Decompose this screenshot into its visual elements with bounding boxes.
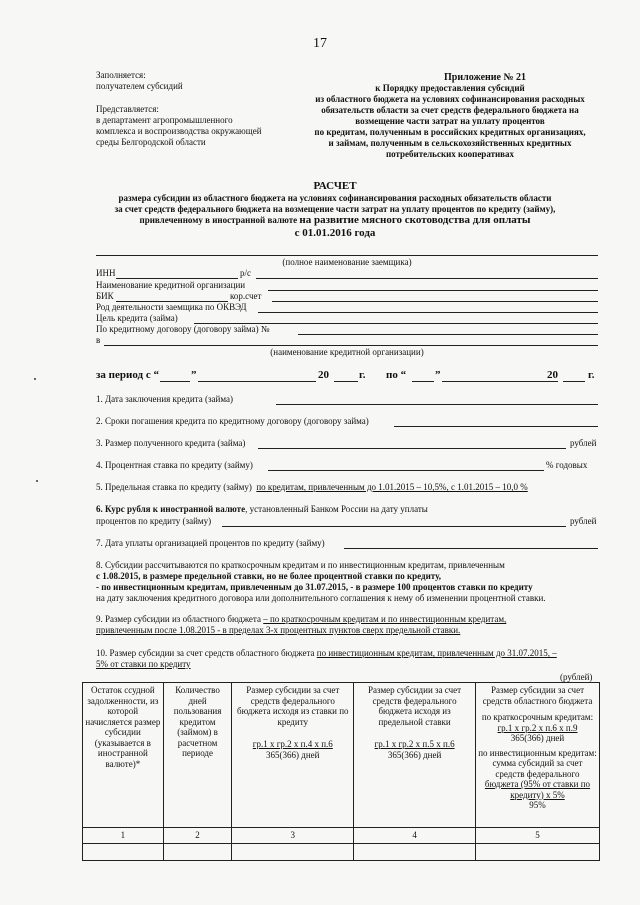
in-label: в [96,335,101,345]
title-line-2: за счет средств федерального бюджета на возмещение части затрат на уплату процентов по кредиту (займу), [114,204,556,214]
item-9-value: – по краткосрочным кредитам и по инвестиционным кредитам, [263,614,507,624]
item-7-field[interactable] [344,548,598,549]
item-4-field[interactable] [268,470,544,471]
currency-label: (рублей) [560,672,593,682]
scan-mark [34,378,36,380]
item-9-label: 9. Размер субсидии из областного бюджета [96,614,261,624]
title-line-1: размера субсидии из областного бюджета на условиях софинансирования расходных обязательств области [118,193,552,203]
col-5-header [475,683,599,828]
item-6-label-line2: процентов по кредиту (займу) [96,516,212,526]
period-from-year-prefix: 20 [318,369,329,381]
table-header-row [83,683,600,828]
period-to-year[interactable] [563,381,585,382]
period-to-g: г. [588,369,595,381]
appendix-line-1: к Порядку предоставления субсидий [375,83,525,93]
purpose-label: Цель кредита (займа) [96,313,178,323]
title-line-3b: на развитие мясного скотоводства для оплаты [299,214,531,226]
inn-label: ИНН [96,268,116,278]
item-2-field[interactable] [394,426,598,427]
item-5-value: по кредитам, привлеченным до 1.01.2015 – 10,5%, с 1.01.2015 – 10,0 % [256,482,528,492]
col-3-days: 365(366) дней [266,749,320,760]
appendix-line-3: обязательств области за счет средств федерального бюджета на [321,105,579,115]
item-8-line-4: на дату заключения кредитного договора или дополнительного соглашения к нему об изменении процентной ставки. [96,593,546,603]
cell-days[interactable] [163,843,232,860]
subsidy-table [82,682,600,861]
filled-by-label: Заполняется: [96,70,146,80]
scan-mark [36,480,38,482]
kor-label: кор.счет [230,291,262,301]
bank-name-field[interactable] [268,290,598,291]
appendix-title: Приложение № 21 [443,72,527,83]
appendix-line-7: потребительских кооперативах [385,149,515,159]
item-10-value: по инвестиционным кредитам, привлеченным до 31.07.2015, – [316,648,557,658]
item-10 [96,648,608,670]
item-6 [96,504,606,515]
item-9-line-2: привлеченным после 1.08.2015 - в пределах 3-х процентных пунктов сверх предельной ставки. [96,625,461,635]
contract-label: По кредитному договору (договору займа) № [96,324,270,334]
left-header [96,70,296,148]
col-5-short: по краткосрочным кредитам: [481,712,594,722]
appendix-line-2: из областного бюджета на условиях софинансирования расходных [315,94,585,104]
col-5-text: Размер субсидии за счет средств областного бюджета [482,685,593,706]
period-to-month[interactable] [442,381,558,382]
appendix-line-6: и займам, полученным в сельскохозяйственных кредитных [328,138,572,148]
cell-federal-limit[interactable] [354,843,476,860]
period-from-year[interactable] [334,381,358,382]
period-from-day[interactable] [160,381,190,382]
period-from-month[interactable] [198,381,316,382]
col-2-number: 2 [163,828,232,844]
cell-federal-rate[interactable] [232,843,354,860]
item-8-line-3: - по инвестиционным кредитам, привлеченным до 31.07.2015, - в размере 100 процентов ставки по кредиту [96,582,533,592]
okved-field[interactable] [258,312,598,313]
borrower-name-line[interactable] [96,255,598,256]
col-1-number: 1 [83,828,164,844]
period-to-label: по “ [386,369,407,381]
period-from-quote: ” [191,369,197,381]
col-3-number: 3 [232,828,354,844]
item-5 [96,482,606,493]
cell-balance[interactable] [83,843,164,860]
col-5-invest-formula: бюджета (95% от ставки по кредиту) х 5% [484,779,591,800]
item-3-field[interactable] [258,448,566,449]
right-header [290,72,610,160]
bik-label: БИК [96,291,114,301]
item-6-label: 6. Курс рубля к иностранной валюте [96,504,246,514]
col-1-header: Остаток ссудной задолженности, из которой начисляется размер субсидии (указывается в иностранной валюте)* [83,683,164,828]
item-3-label: 3. Размер полученного кредита (займа) [96,438,246,448]
item-1-field[interactable] [276,404,598,405]
col-5-number: 5 [475,828,599,844]
item-4-label: 4. Процентная ставка по кредиту (займу) [96,460,253,470]
item-1-label: 1. Дата заключения кредита (займа) [96,394,233,404]
col-5-formula: гр.1 х гр.2 х п.6 х п.9 [497,722,578,733]
appendix-line-5: по кредитам, полученным в российских кредитных организациях, [314,127,586,137]
col-5-days: 365(366) дней [510,733,565,743]
item-8-line-1: 8. Субсидии рассчитываются по краткосрочным кредитам и по инвестиционным кредитам, привлеченным [96,560,505,570]
item-4-unit: % годовых [546,460,588,470]
bank-org-field[interactable] [104,345,598,346]
document-title [60,180,610,240]
inn-field[interactable] [116,278,238,279]
item-10-label: 10. Размер субсидии за счет средств областного бюджета [96,648,315,658]
bank-name-label: Наименование кредитной организации [96,280,246,290]
col-4-formula: гр.1 х гр.2 х п.5 х п.6 [374,739,455,749]
col-4-header [354,683,476,828]
item-6-field[interactable] [222,526,566,527]
rs-field[interactable] [256,278,598,279]
table-number-row [83,828,600,844]
col-5-percent: 95% [529,800,546,810]
okved-label: Род деятельности заемщика по ОКВЭД [96,302,247,312]
col-3-formula: гр.1 х гр.2 х п.4 х п.6 [252,739,333,749]
title-line-3a: привлеченному в иностранной валюте [139,215,300,225]
col-5-invest: по инвестиционным кредитам: сумма субсидий за счет средств федерального [478,747,597,779]
period-to-quote: ” [435,369,441,381]
item-7-label: 7. Дата уплаты организацией процентов по кредиту (займу) [96,538,325,548]
col-4-days: 365(366) дней [387,749,442,760]
col-3-header [232,683,354,828]
bank-caption: (наименование кредитной организации) [270,347,424,357]
filled-by-value: получателем субсидий [96,81,183,91]
appendix-line-4: возмещение части затрат на уплату процентов [355,116,545,126]
item-6-unit: рублей [570,516,597,526]
period-from-label: за период с “ [96,369,159,381]
item-2-label: 2. Сроки погашения кредита по кредитному договору (договору займа) [96,416,369,426]
submitted-value-2: комплекса и воспроизводства окружающей [96,126,262,136]
period-row [96,369,606,385]
submitted-label: Представляется: [96,104,159,114]
item-9 [96,614,608,636]
page-number: 17 [313,36,327,51]
title-heading: РАСЧЕТ [313,180,357,192]
period-to-year-prefix: 20 [547,369,558,381]
item-6-label-cont: , установленный Банком России на дату уплаты [245,504,428,514]
col-2-header: Количество дней пользования кредитом (займом) в расчетном периоде [163,683,232,828]
item-8-line-2: с 1.08.2015, в размере предельной ставки, но не более процентной ставки по кредиту, [96,571,441,581]
submitted-value-1: в департамент агропромышленного [96,115,233,125]
item-10-line-2: 5% от ставки по кредиту [96,659,191,669]
title-line-4: с 01.01.2016 года [294,227,376,239]
col-3-text: Размер субсидии за счет средств федерального бюджета исходя из ставки по кредиту [237,685,349,727]
cell-regional[interactable] [475,843,599,860]
item-5-label: 5. Предельная ставка по кредиту (займу) [96,482,252,492]
item-3-unit: рублей [570,438,597,448]
borrower-caption: (полное наименование заемщика) [282,257,412,267]
item-8 [96,560,608,604]
col-4-text: Размер субсидии за счет средств федерального бюджета исходя из предельной ставки [368,685,462,727]
period-from-g: г. [359,369,366,381]
kor-field[interactable] [272,301,598,302]
contract-field[interactable] [298,334,598,335]
rs-label: р/с [240,268,251,278]
submitted-value-3: среды Белгородской области [96,137,206,147]
col-4-number: 4 [354,828,476,844]
period-to-day[interactable] [412,381,434,382]
table-row[interactable] [83,843,600,860]
